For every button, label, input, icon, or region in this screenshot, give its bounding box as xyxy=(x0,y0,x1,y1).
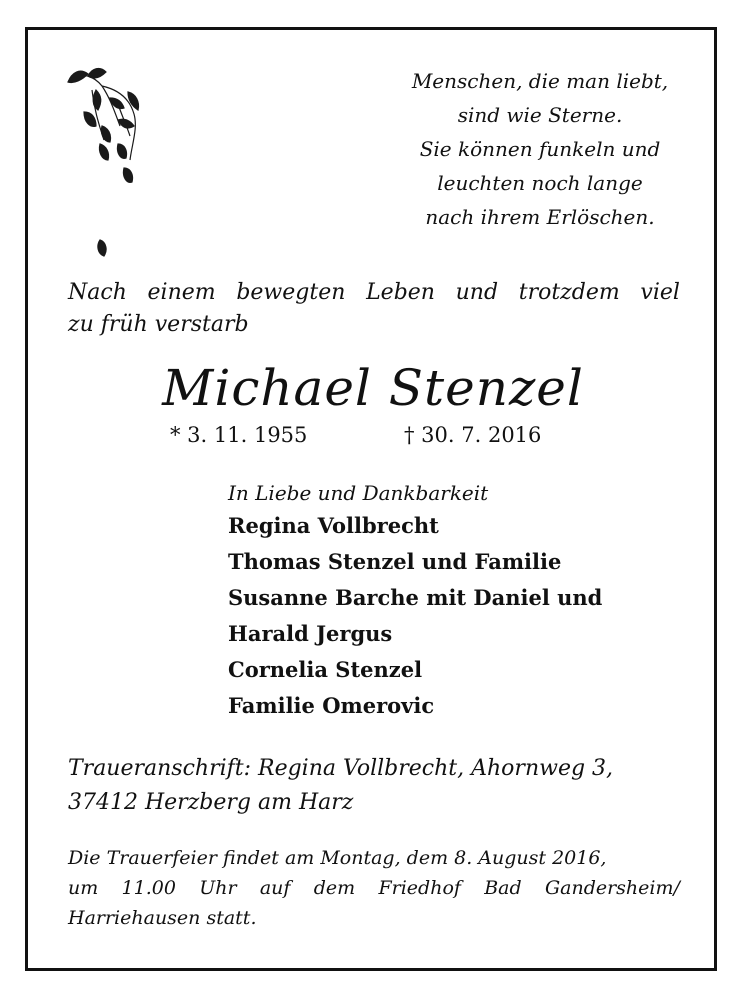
family-list xyxy=(228,478,698,724)
poem-line: Menschen, die man liebt, xyxy=(411,69,669,93)
service-word: Gandersheim/ xyxy=(544,877,680,899)
intro-word: und xyxy=(455,280,499,305)
family-member: Susanne Barche mit Daniel und xyxy=(228,585,603,610)
mourning-address xyxy=(68,752,680,820)
family-member: Regina Vollbrecht xyxy=(228,513,439,538)
poem-line: Sie können funkeln und xyxy=(419,137,661,161)
service-word: Bad xyxy=(484,877,522,899)
family-member: Thomas Stenzel und Familie xyxy=(228,549,562,574)
poem xyxy=(380,64,700,234)
funeral-service-info xyxy=(68,843,680,933)
family-label: In Liebe und Dankbarkeit xyxy=(228,481,489,505)
service-line-3: Harriehausen statt. xyxy=(68,907,257,929)
intro-word: bewegten xyxy=(236,280,346,305)
intro-word: viel xyxy=(640,280,680,305)
service-line-1: Die Trauerfeier findet am Montag, dem 8. August 2016, xyxy=(68,847,607,869)
address-line-2: 37412 Herzberg am Harz xyxy=(68,790,354,815)
service-word: Uhr xyxy=(199,877,237,899)
deceased-name: Michael Stenzel xyxy=(162,359,584,417)
intro-line-1 xyxy=(68,277,680,309)
leaf-branch-icon xyxy=(62,64,152,264)
poem-line: leuchten noch lange xyxy=(437,171,643,195)
service-line-2 xyxy=(68,873,680,903)
intro-word: Leben xyxy=(366,280,435,305)
birth-date: * 3. 11. 1955 xyxy=(170,423,308,447)
service-word: Friedhof xyxy=(378,877,461,899)
family-member: Familie Omerovic xyxy=(228,693,435,718)
death-date: † 30. 7. 2016 xyxy=(404,423,542,447)
service-word: auf xyxy=(259,877,291,899)
service-word: 11.00 xyxy=(121,877,176,899)
address-line-1: Traueranschrift: Regina Vollbrecht, Ahornweg 3, xyxy=(68,756,614,781)
poem-line: nach ihrem Erlöschen. xyxy=(425,205,655,229)
intro-word: Nach xyxy=(68,280,127,305)
intro-word: einem xyxy=(147,280,216,305)
poem-line: sind wie Sterne. xyxy=(457,103,623,127)
intro-line-2: zu früh verstarb xyxy=(68,312,249,337)
family-member: Cornelia Stenzel xyxy=(228,657,423,682)
service-word: um xyxy=(68,877,99,899)
service-word: dem xyxy=(313,877,356,899)
family-member: Harald Jergus xyxy=(228,621,393,646)
intro-text xyxy=(68,277,680,341)
intro-word: trotzdem xyxy=(518,280,620,305)
